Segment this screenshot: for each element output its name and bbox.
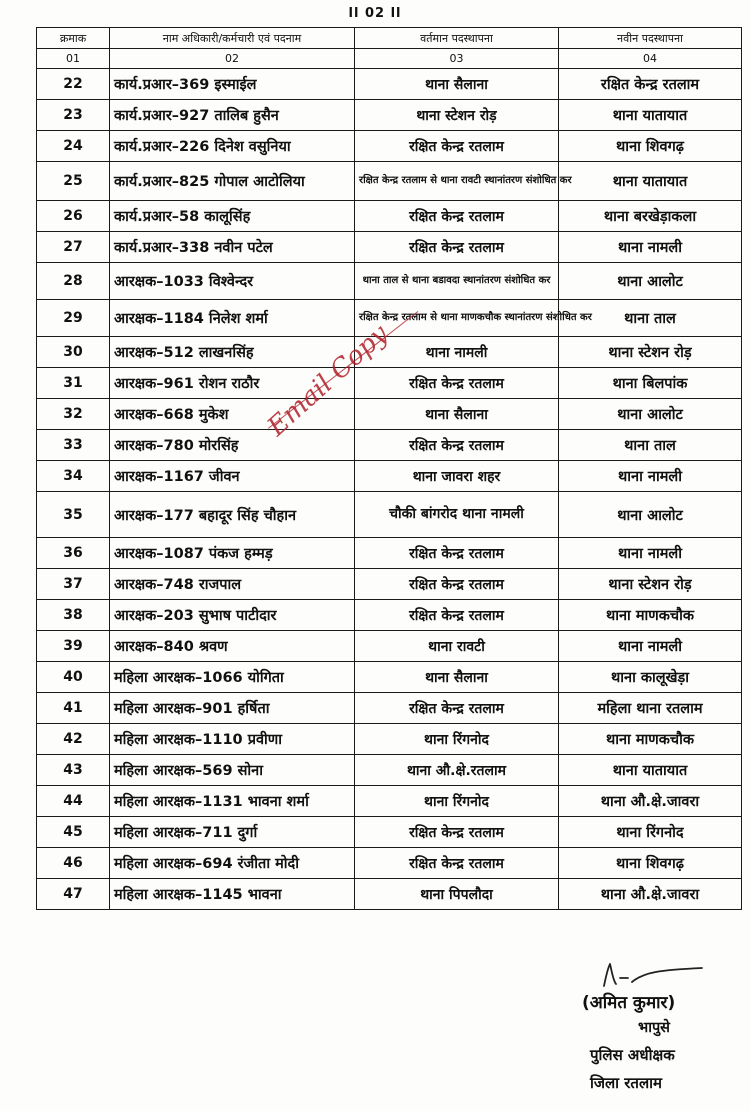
- name-cell: महिला आरक्षक–569 सोना: [110, 755, 355, 786]
- serial-cell: 43: [37, 755, 110, 786]
- new-posting-cell: थाना आलोट: [559, 492, 742, 538]
- table-row: [37, 848, 742, 879]
- table-row: [37, 368, 742, 399]
- new-posting-cell: थाना यातायात: [559, 162, 742, 201]
- table-row: [37, 100, 742, 131]
- current-posting-cell: रक्षित केन्द्र रतलाम: [355, 201, 559, 232]
- serial-cell: 28: [37, 263, 110, 300]
- current-posting-cell: रक्षित केन्द्र रतलाम: [355, 538, 559, 569]
- current-posting-cell: थाना जावरा शहर: [355, 461, 559, 492]
- new-posting-cell: थाना माणकचौक: [559, 600, 742, 631]
- serial-cell: 47: [37, 879, 110, 910]
- serial-cell: 33: [37, 430, 110, 461]
- serial-cell: 29: [37, 300, 110, 337]
- new-posting-cell: महिला थाना रतलाम: [559, 693, 742, 724]
- table-row: [37, 69, 742, 100]
- table-row: [37, 879, 742, 910]
- column-number: 03: [355, 49, 559, 69]
- new-posting-cell: थाना औ.क्षे.जावरा: [559, 879, 742, 910]
- serial-cell: 40: [37, 662, 110, 693]
- new-posting-cell: थाना शिवगढ़: [559, 131, 742, 162]
- current-posting-cell: थाना सैलाना: [355, 399, 559, 430]
- serial-cell: 37: [37, 569, 110, 600]
- current-posting-cell: रक्षित केन्द्र रतलाम: [355, 569, 559, 600]
- serial-cell: 23: [37, 100, 110, 131]
- current-posting-cell: रक्षित केन्द्र रतलाम से थाना रावटी स्थानांतरण संशोधित कर: [355, 162, 559, 201]
- table-row: [37, 430, 742, 461]
- current-posting-cell: रक्षित केन्द्र रतलाम: [355, 693, 559, 724]
- current-posting-cell: थाना नामली: [355, 337, 559, 368]
- name-cell: आरक्षक–177 बहादूर सिंह चौहान: [110, 492, 355, 538]
- header-name: नाम अधिकारी/कर्मचारी एवं पदनाम: [110, 28, 355, 49]
- new-posting-cell: थाना नामली: [559, 538, 742, 569]
- serial-cell: 32: [37, 399, 110, 430]
- name-cell: कार्य.प्रआर–226 दिनेश वसुनिया: [110, 131, 355, 162]
- new-posting-cell: थाना माणकचौक: [559, 724, 742, 755]
- new-posting-cell: थाना औ.क्षे.जावरा: [559, 786, 742, 817]
- new-posting-cell: थाना नामली: [559, 631, 742, 662]
- serial-cell: 38: [37, 600, 110, 631]
- table-row: [37, 399, 742, 430]
- name-cell: कार्य.प्रआर–338 नवीन पटेल: [110, 232, 355, 263]
- signature: [598, 958, 708, 992]
- serial-cell: 44: [37, 786, 110, 817]
- email-copy-stamp: Email Copy: [262, 319, 395, 443]
- column-number: 02: [110, 49, 355, 69]
- current-posting-cell: थाना रावटी: [355, 631, 559, 662]
- new-posting-cell: थाना यातायात: [559, 755, 742, 786]
- table-row: [37, 755, 742, 786]
- column-number: 01: [37, 49, 110, 69]
- new-posting-cell: थाना कालूखेड़ा: [559, 662, 742, 693]
- name-cell: आरक्षक–203 सुभाष पाटीदार: [110, 600, 355, 631]
- new-posting-cell: थाना नामली: [559, 232, 742, 263]
- serial-cell: 30: [37, 337, 110, 368]
- name-cell: आरक्षक–961 रोशन राठौर: [110, 368, 355, 399]
- new-posting-cell: थाना यातायात: [559, 100, 742, 131]
- current-posting-cell: थाना रिंगनोद: [355, 724, 559, 755]
- new-posting-cell: थाना स्टेशन रोड़: [559, 569, 742, 600]
- new-posting-cell: रक्षित केन्द्र रतलाम: [559, 69, 742, 100]
- current-posting-cell: चौकी बांगरोद थाना नामली: [355, 492, 559, 538]
- header-new-posting: नवीन पदस्थापना: [559, 28, 742, 49]
- page-number: ll 02 ll: [348, 6, 402, 21]
- table-row: [37, 786, 742, 817]
- serial-cell: 22: [37, 69, 110, 100]
- current-posting-cell: रक्षित केन्द्र रतलाम: [355, 131, 559, 162]
- table-row: [37, 461, 742, 492]
- current-posting-cell: रक्षित केन्द्र रतलाम से थाना माणकचौक स्थानांतरण संशोधित कर: [355, 300, 559, 337]
- serial-cell: 36: [37, 538, 110, 569]
- table-row: [37, 631, 742, 662]
- table-row: [37, 662, 742, 693]
- name-cell: महिला आरक्षक–1110 प्रवीणा: [110, 724, 355, 755]
- current-posting-cell: थाना रिंगनोद: [355, 786, 559, 817]
- new-posting-cell: थाना ताल: [559, 300, 742, 337]
- new-posting-cell: थाना ताल: [559, 430, 742, 461]
- name-cell: महिला आरक्षक–1145 भावना: [110, 879, 355, 910]
- table-row: [37, 600, 742, 631]
- new-posting-cell: थाना स्टेशन रोड़: [559, 337, 742, 368]
- transfer-table: [36, 27, 742, 910]
- name-cell: महिला आरक्षक–901 हर्षिता: [110, 693, 355, 724]
- serial-cell: 46: [37, 848, 110, 879]
- name-cell: कार्य.प्रआर–58 कालूसिंह: [110, 201, 355, 232]
- new-posting-cell: थाना नामली: [559, 461, 742, 492]
- serial-cell: 24: [37, 131, 110, 162]
- current-posting-cell: थाना स्टेशन रोड़: [355, 100, 559, 131]
- new-posting-cell: थाना आलोट: [559, 263, 742, 300]
- name-cell: आरक्षक–1184 निलेश शर्मा: [110, 300, 355, 337]
- column-number: 04: [559, 49, 742, 69]
- table-row: [37, 300, 742, 337]
- name-cell: महिला आरक्षक–1131 भावना शर्मा: [110, 786, 355, 817]
- current-posting-cell: रक्षित केन्द्र रतलाम: [355, 848, 559, 879]
- table-row: [37, 201, 742, 232]
- current-posting-cell: रक्षित केन्द्र रतलाम: [355, 817, 559, 848]
- header-row: [37, 28, 742, 49]
- serial-cell: 45: [37, 817, 110, 848]
- table-row: [37, 263, 742, 300]
- name-cell: आरक्षक–1033 विश्वेन्दर: [110, 263, 355, 300]
- current-posting-cell: थाना पिपलौदा: [355, 879, 559, 910]
- table-row: [37, 337, 742, 368]
- table-row: [37, 569, 742, 600]
- table-row: [37, 492, 742, 538]
- current-posting-cell: रक्षित केन्द्र रतलाम: [355, 430, 559, 461]
- name-cell: कार्य.प्रआर–927 तालिब हुसैन: [110, 100, 355, 131]
- current-posting-cell: थाना सैलाना: [355, 69, 559, 100]
- name-cell: कार्य.प्रआर–825 गोपाल आटोलिया: [110, 162, 355, 201]
- current-posting-cell: थाना ताल से थाना बडावदा स्थानांतरण संशोधित कर: [355, 263, 559, 300]
- column-number-row: [37, 49, 742, 69]
- serial-cell: 39: [37, 631, 110, 662]
- new-posting-cell: थाना रिंगनोद: [559, 817, 742, 848]
- signatory-name: (अमित कुमार): [582, 993, 676, 1013]
- new-posting-cell: थाना शिवगढ़: [559, 848, 742, 879]
- signatory-block: [560, 990, 740, 1093]
- new-posting-cell: थाना बिलपांक: [559, 368, 742, 399]
- table-row: [37, 817, 742, 848]
- serial-cell: 27: [37, 232, 110, 263]
- signatory-district: जिला रतलाम: [590, 1074, 663, 1092]
- name-cell: आरक्षक–668 मुकेश: [110, 399, 355, 430]
- name-cell: आरक्षक–1167 जीवन: [110, 461, 355, 492]
- serial-cell: 25: [37, 162, 110, 201]
- header-serial: क्रमाक: [37, 28, 110, 49]
- name-cell: महिला आरक्षक–694 रंजीता मोदी: [110, 848, 355, 879]
- name-cell: आरक्षक–748 राजपाल: [110, 569, 355, 600]
- current-posting-cell: थाना औ.क्षे.रतलाम: [355, 755, 559, 786]
- signatory-office: पुलिस अधीक्षक: [590, 1046, 675, 1064]
- serial-cell: 34: [37, 461, 110, 492]
- serial-cell: 31: [37, 368, 110, 399]
- current-posting-cell: रक्षित केन्द्र रतलाम: [355, 232, 559, 263]
- signatory-service: भापुसे: [638, 1020, 670, 1036]
- header-current-posting: वर्तमान पदस्थापना: [355, 28, 559, 49]
- table-row: [37, 693, 742, 724]
- table-row: [37, 131, 742, 162]
- table-row: [37, 162, 742, 201]
- new-posting-cell: थाना आलोट: [559, 399, 742, 430]
- name-cell: आरक्षक–1087 पंकज हम्मड़: [110, 538, 355, 569]
- serial-cell: 41: [37, 693, 110, 724]
- current-posting-cell: रक्षित केन्द्र रतलाम: [355, 600, 559, 631]
- serial-cell: 26: [37, 201, 110, 232]
- name-cell: कार्य.प्रआर–369 इस्माईल: [110, 69, 355, 100]
- name-cell: महिला आरक्षक–711 दुर्गा: [110, 817, 355, 848]
- current-posting-cell: थाना सैलाना: [355, 662, 559, 693]
- serial-cell: 35: [37, 492, 110, 538]
- table-row: [37, 724, 742, 755]
- table-row: [37, 232, 742, 263]
- table-body: [37, 69, 742, 910]
- name-cell: आरक्षक–512 लाखनसिंह: [110, 337, 355, 368]
- name-cell: आरक्षक–780 मोरसिंह: [110, 430, 355, 461]
- table-row: [37, 538, 742, 569]
- new-posting-cell: थाना बरखेड़ाकला: [559, 201, 742, 232]
- name-cell: आरक्षक–840 श्रवण: [110, 631, 355, 662]
- current-posting-cell: रक्षित केन्द्र रतलाम: [355, 368, 559, 399]
- name-cell: महिला आरक्षक–1066 योगिता: [110, 662, 355, 693]
- serial-cell: 42: [37, 724, 110, 755]
